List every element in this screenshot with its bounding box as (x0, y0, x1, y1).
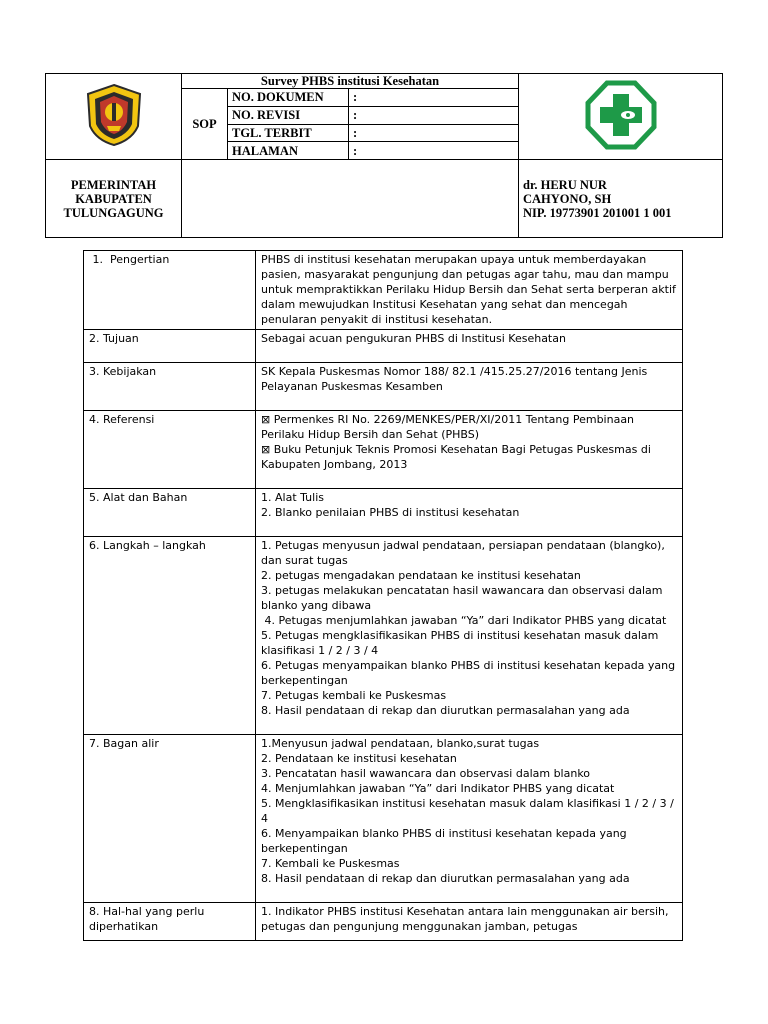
section-row-referensi (84, 411, 683, 489)
section-row-pengertian (84, 251, 683, 330)
meta-label-no-revisi: NO. REVISI (228, 106, 349, 124)
section-content (256, 903, 683, 941)
sop-content-table (83, 250, 683, 941)
blank-cell (182, 160, 519, 238)
section-label: 1. Pengertian (84, 251, 256, 330)
section-row-tujuan (84, 330, 683, 363)
section-line: 1. Petugas menyusun jadwal pendataan, persiapan pendataan (blangko), dan surat tugas (261, 539, 669, 567)
government-line: KABUPATEN (75, 191, 152, 206)
meta-label-tgl-terbit: TGL. TERBIT (228, 124, 349, 142)
section-row-kebijakan (84, 363, 683, 411)
signer-nip: NIP. 19773901 201001 1 001 (523, 205, 672, 220)
signer-name-line: dr. HERU NUR (523, 177, 607, 192)
section-content (256, 735, 683, 903)
section-label: 4. Referensi (84, 411, 256, 489)
meta-value-no-dokumen: : (349, 89, 519, 107)
section-line: 2. Blanko penilaian PHBS di institusi kesehatan (261, 506, 520, 519)
section-row-hal-hal-yang-perlu-diperhatikan (84, 903, 683, 941)
section-row-langkah-langkah (84, 537, 683, 735)
section-line: 6. Petugas menyampaikan blanko PHBS di institusi kesehatan kepada yang berkepentingan (261, 659, 679, 687)
section-line: 3. Pencatatan hasil wawancara dan observasi dalam blanko (261, 767, 591, 780)
government-line: PEMERINTAH (70, 177, 157, 192)
section-label: 5. Alat dan Bahan (84, 489, 256, 537)
section-line: 4. Menjumlahkan jawaban “Ya” dari Indikator PHBS yang dicatat (261, 782, 615, 795)
section-line: 6. Menyampaikan blanko PHBS di institusi kesehatan kepada yang berkepentingan (261, 827, 631, 855)
sop-label: SOP (182, 89, 228, 160)
section-line: SK Kepala Puskesmas Nomor 188/ 82.1 /415.25.27/2016 tentang Jenis Pelayanan Puskesmas Kesamben (261, 365, 651, 393)
section-line: 4. Petugas menjumlahkan jawaban “Ya” dari Indikator PHBS yang dicatat (261, 614, 667, 627)
document-header (45, 73, 723, 238)
section-line: 1. Alat Tulis (261, 491, 324, 504)
section-line: 8. Hasil pendataan di rekap dan diurutkan permasalahan yang ada (261, 704, 630, 717)
section-label: 2. Tujuan (84, 330, 256, 363)
section-line: 5. Mengklasifikasikan institusi kesehatan masuk dalam klasifikasi 1 / 2 / 3 / 4 (261, 797, 678, 825)
section-line: ⊠ Permenkes RI No. 2269/MENKES/PER/XI/2011 Tentang Pembinaan Perilaku Hidup Bersih dan Sehat (PHBS) (261, 413, 638, 441)
section-line: 8. Hasil pendataan di rekap dan diurutkan permasalahan yang ada (261, 872, 630, 885)
section-label: 7. Bagan alir (84, 735, 256, 903)
section-line: 2. petugas mengadakan pendataan ke institusi kesehatan (261, 569, 581, 582)
section-row-alat-dan-bahan (84, 489, 683, 537)
section-content (256, 489, 683, 537)
section-line: 5. Petugas mengklasifikasikan PHBS di institusi kesehatan masuk dalam klasifikasi 1 / 2 / 3 / 4 (261, 629, 662, 657)
section-line: 7. Kembali ke Puskesmas (261, 857, 400, 870)
meta-value-no-revisi: : (349, 106, 519, 124)
section-content (256, 537, 683, 735)
section-content (256, 363, 683, 411)
document-title: Survey PHBS institusi Kesehatan (182, 74, 519, 89)
signer-block (519, 160, 723, 238)
section-line: ⊠ Buku Petunjuk Teknis Promosi Kesehatan Bagi Petugas Puskesmas di Kabupaten Jombang, 2013 (261, 443, 655, 471)
section-content (256, 330, 683, 363)
government-name (46, 160, 182, 238)
puskesmas-logo (519, 74, 723, 160)
section-line: 2. Pendataan ke institusi kesehatan (261, 752, 457, 765)
section-line: 1.Menyusun jadwal pendataan, blanko,surat tugas (261, 737, 540, 750)
signer-name-line: CAHYONO, SH (523, 191, 612, 206)
meta-label-halaman: HALAMAN (228, 142, 349, 160)
section-label: 6. Langkah – langkah (84, 537, 256, 735)
section-line: 1. Indikator PHBS institusi Kesehatan antara lain menggunakan air bersih, petugas dan pengunjung menggunakan jamban, petugas (261, 905, 673, 933)
section-label: 3. Kebijakan (84, 363, 256, 411)
section-label: 8. Hal-hal yang perlu diperhatikan (84, 903, 256, 941)
section-content (256, 251, 683, 330)
section-line: 3. petugas melakukan pencatatan hasil wawancara dan observasi dalam blanko yang dibawa (261, 584, 666, 612)
meta-value-halaman: : (349, 142, 519, 160)
section-line: 7. Petugas kembali ke Puskesmas (261, 689, 447, 702)
section-row-bagan-alir (84, 735, 683, 903)
section-content (256, 411, 683, 489)
meta-label-no-dokumen: NO. DOKUMEN (228, 89, 349, 107)
section-line: PHBS di institusi kesehatan merupakan upaya untuk memberdayakan pasien, masyarakat pengunjung dan petugas agar tahu, mau dan mampu untuk mempraktikkan Perilaku Hidup Bersih dan Sehat serta berperan aktif dalam mewujudkan Institusi Kesehatan yang sehat dan mencegah penularan penyakit di institusi kesehatan. (261, 253, 680, 326)
government-line: TULUNGAGUNG (63, 205, 164, 220)
regency-crest-logo (46, 74, 182, 160)
section-line: Sebagai acuan pengukuran PHBS di Institusi Kesehatan (261, 332, 566, 345)
meta-value-tgl-terbit: : (349, 124, 519, 142)
